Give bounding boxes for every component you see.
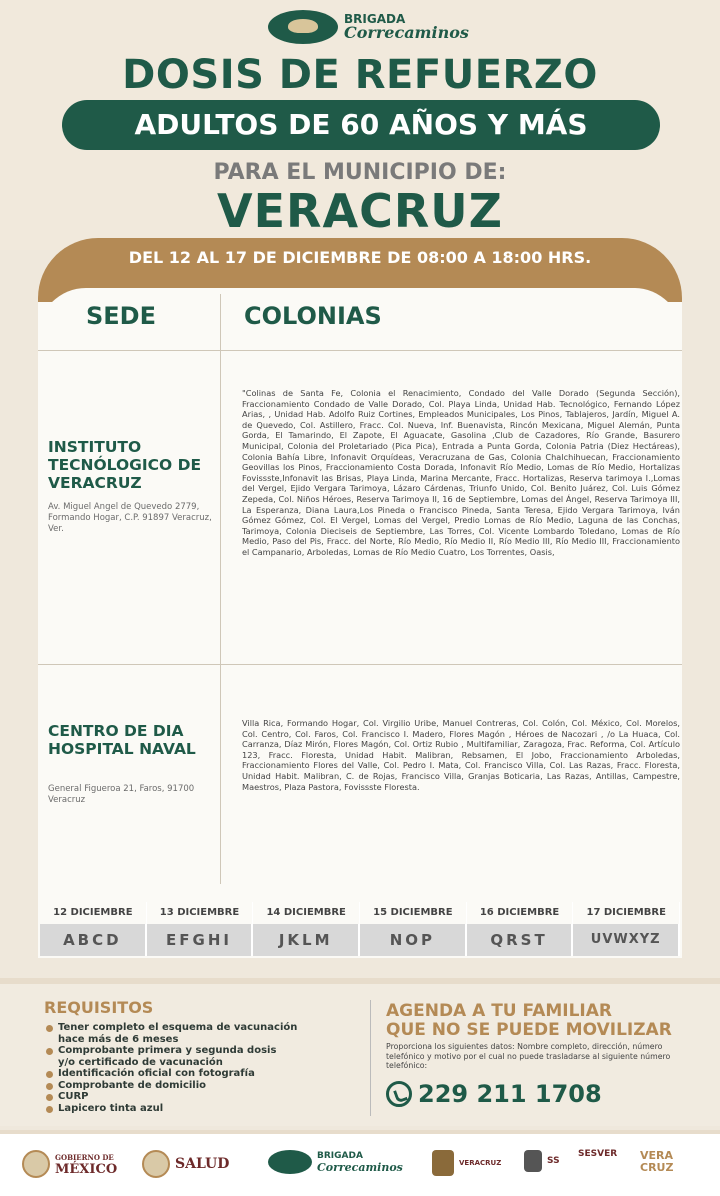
schedule-letters	[40, 924, 680, 956]
ss-logo	[524, 1150, 560, 1172]
schedule-day: 12 DICIEMBRE	[40, 902, 147, 924]
municipio-label: PARA EL MUNICIPIO DE:	[213, 160, 507, 185]
requirements-section	[0, 978, 720, 1126]
requirements-title: REQUISITOS	[44, 998, 154, 1017]
schedule-letters-cell: QRST	[467, 924, 574, 956]
venue-address-2: General Figueroa 21, Faros, 91700 Veracruz	[48, 784, 195, 805]
schedule-letters-cell: ABCD	[40, 924, 147, 956]
sesver-label: SESVER	[578, 1149, 618, 1159]
requirement-item: Identificación oficial con fotografía	[44, 1068, 344, 1080]
schedule-letters-cell: JKLM	[253, 924, 360, 956]
mexico-label: MÉXICO	[55, 1162, 118, 1177]
brigada-footer-logo	[268, 1150, 403, 1174]
requirement-item: Tener completo el esquema de vacunación	[44, 1022, 344, 1034]
requirement-item: Comprobante de domicilio	[44, 1080, 344, 1092]
section-divider	[370, 1000, 371, 1116]
schedule-day: 13 DICIEMBRE	[147, 902, 254, 924]
brand-bottom: Correcaminos	[344, 23, 469, 42]
venue-table	[38, 288, 682, 958]
schedule-letters-cell: UVWXYZ	[573, 924, 680, 956]
phone-number[interactable]: 229 211 1708	[418, 1080, 602, 1108]
venue-address-1: Av. Miguel Angel de Quevedo 2779, Formando Hogar, C.P. 91897 Veracruz, Ver.	[48, 502, 212, 534]
schedule-letters-cell: EFGHI	[147, 924, 254, 956]
brigada-top-label: BRIGADA	[317, 1151, 363, 1161]
roadrunner-icon	[268, 1150, 312, 1174]
vera-label: VERA	[640, 1149, 674, 1162]
brigada-logo	[268, 10, 469, 44]
header-sede: SEDE	[86, 302, 156, 330]
agenda-title-line2: QUE NO SE PUEDE MOVILIZAR	[386, 1020, 672, 1040]
column-divider	[220, 294, 221, 884]
requirement-item: Comprobante primera y segunda dosis	[44, 1045, 344, 1057]
requirement-item: y/o certificado de vacunación	[58, 1056, 223, 1068]
schedule-letters-cell: NOP	[360, 924, 467, 956]
row-divider	[38, 350, 682, 351]
salud-logo	[142, 1150, 229, 1178]
schedule-day: 15 DICIEMBRE	[360, 902, 467, 924]
veracruz-gob-label: VERACRUZ	[459, 1159, 502, 1167]
schedule-table	[40, 902, 680, 956]
header-colonias: COLONIAS	[244, 302, 382, 330]
venue-card	[38, 238, 682, 958]
whatsapp-icon	[386, 1081, 412, 1107]
brand-top: BRIGADA	[344, 12, 406, 26]
footer-logos	[0, 1130, 720, 1196]
schedule-day: 14 DICIEMBRE	[253, 902, 360, 924]
agenda-text: Proporciona los siguientes datos: Nombre completo, dirección, número telefónico y motivo por el cual no puede trasladarse al siguiente número telefónico:	[386, 1042, 671, 1071]
eagle-seal-icon	[22, 1150, 50, 1178]
requirement-item: CURP	[44, 1091, 344, 1103]
date-range: DEL 12 AL 17 DE DICIEMBRE DE 08:00 A 18:00 HRS.	[128, 248, 592, 267]
phone-contact[interactable]	[386, 1080, 602, 1108]
colonias-list-2: Villa Rica, Formando Hogar, Col. Virgilio Uribe, Manuel Contreras, Col. Colón, Col. México, Col. Morelos, Col. Centro, Col. Faros, Col. Francisco I. Madero, Flores Magón , Héroes de Nacozari , /o La Huaca, Col. Carranza, Díaz Mirón, Flores Magón, Col. Ortiz Rubio , Multifamiliar, Zaragoza, Frac. Reforma, Col. Artículo 123, Fracc. Floresta, Unidad Habit. Malibran, Rebsamen, El Jobo, Fraccionamiento Arboledas, Fraccionamiento Flores del Valle, Col. Pedro I. Mata, Col. Francisco Villa, Col. Las Razas, Fracc. Floresta, Unidad Habit. Malibran, C. de Rojas, Francisco Villa, Granjas Boticaria, Las Razas, Antillas, Campestre, Maestros, Plaza Pastora, Fovissste Floresta.	[242, 718, 680, 792]
gobierno-label: GOBIERNO DE	[55, 1153, 114, 1162]
roadrunner-icon	[268, 10, 338, 44]
eagle-seal-icon	[142, 1150, 170, 1178]
header	[0, 0, 720, 250]
venue-name-2: CENTRO DE DIA HOSPITAL NAVAL	[48, 722, 196, 758]
requirement-item: hace más de 6 meses	[58, 1033, 179, 1045]
subtitle-banner: ADULTOS DE 60 AÑOS Y MÁS	[62, 100, 660, 150]
venue-name-1: INSTITUTO TECNÓLOGICO DE VERACRUZ	[48, 438, 202, 492]
gobierno-mexico-logo	[22, 1150, 117, 1178]
ss-label: SS	[547, 1156, 560, 1166]
veracruz-shield-icon	[432, 1150, 454, 1176]
veracruz-gobierno-logo	[432, 1150, 501, 1176]
requirement-item: Lapicero tinta azul	[44, 1103, 344, 1115]
cruz-label: CRUZ	[640, 1161, 674, 1174]
salud-label: SALUD	[175, 1156, 230, 1172]
agenda-title	[386, 1002, 686, 1040]
page-title: DOSIS DE REFUERZO	[122, 52, 598, 98]
row-divider	[38, 664, 682, 665]
requirements-list	[44, 1022, 344, 1114]
schedule-days	[40, 902, 680, 924]
sesver-logo	[578, 1150, 617, 1158]
city-name: VERACRUZ	[217, 184, 503, 238]
veracruz-ayuntamiento-logo	[640, 1150, 673, 1174]
agenda-title-line1: AGENDA A TU FAMILIAR	[386, 1001, 612, 1021]
schedule-day: 17 DICIEMBRE	[573, 902, 680, 924]
brigada-bottom-label: Correcaminos	[317, 1161, 403, 1174]
ss-shield-icon	[524, 1150, 542, 1172]
colonias-list-1: "Colinas de Santa Fe, Colonia el Renacimiento, Condado del Valle Dorado (Segunda Sección), Fraccionamiento Condado de Valle Dorado, Col. Playa Linda, Unidad Hab. Tecnológico, Fernando López Arias, , Unidad Hab. Adolfo Ruiz Cortines, Empleados Municipales, Los Pinos, Tablajeros, Jardín, Miguel A. de Quevedo, Col. Astillero, Fracc. Col. Nueva, Inf. Buenavista, Rincón Mexicana, Miguel Alemán, Punta Gorda, El Tamarindo, El Zapote, El Aguacate, Gasolina ,Club de Cazadores, Río Grande, Basurero Municipal, Colonia del Proletariado (Pica Pica), Entrada a Punta Gorda, Colonia Patria (Diez Hectáreas), Colonia Bahía Libre, Infonavit Orquídeas, Veracruzana de Gas, Colonia Chalchihuecan, Fraccionamiento Geovillas los Pinos, Fraccionamiento Costa Dorada, Infonavit Río Medio, Lomas de Río Medio, Hortalizas Fovissste,Infonavit las Brisas, Playa Linda, Marina Mercante, Fracc. Hortalizas, Reserva tarimoya I.,Lomas del Vergel, Ejido Vergara Tarimoya, Lázaro Cárdenas, Triunfo Unido, Col. Benito Juárez, Col. Luis Gómez Zepeda, Col. Niños Héroes, Reserva Tarimoya II, 16 de Septiembre, Lomas del Ángel, Reserva Tarimoya III, La Esperanza, Diana Laura,Los Pineda o Francisco Pineda, Santa Teresa, Ejido Vergara Tarimoya, Iván Gómez Gómez, Col. El Vergel, Lomas del Vergel, Predio Lomas de Río Medio, Laguna de las Conchas, Tarimoya, Colonia Dieciseis de Septiembre, Las Torres, Col. Vicente Lombardo Toledano, Lomas de Río Medio, Paso del Pis, Fracc. del Norte, Río Medio, Río Medio II, Río Medio III, Río Medio III, Fraccionamiento el Campanario, Arboledas, Lomas de Río Medio Cuatro, Los Torrentes, Oasis,	[242, 388, 680, 557]
schedule-day: 16 DICIEMBRE	[467, 902, 574, 924]
